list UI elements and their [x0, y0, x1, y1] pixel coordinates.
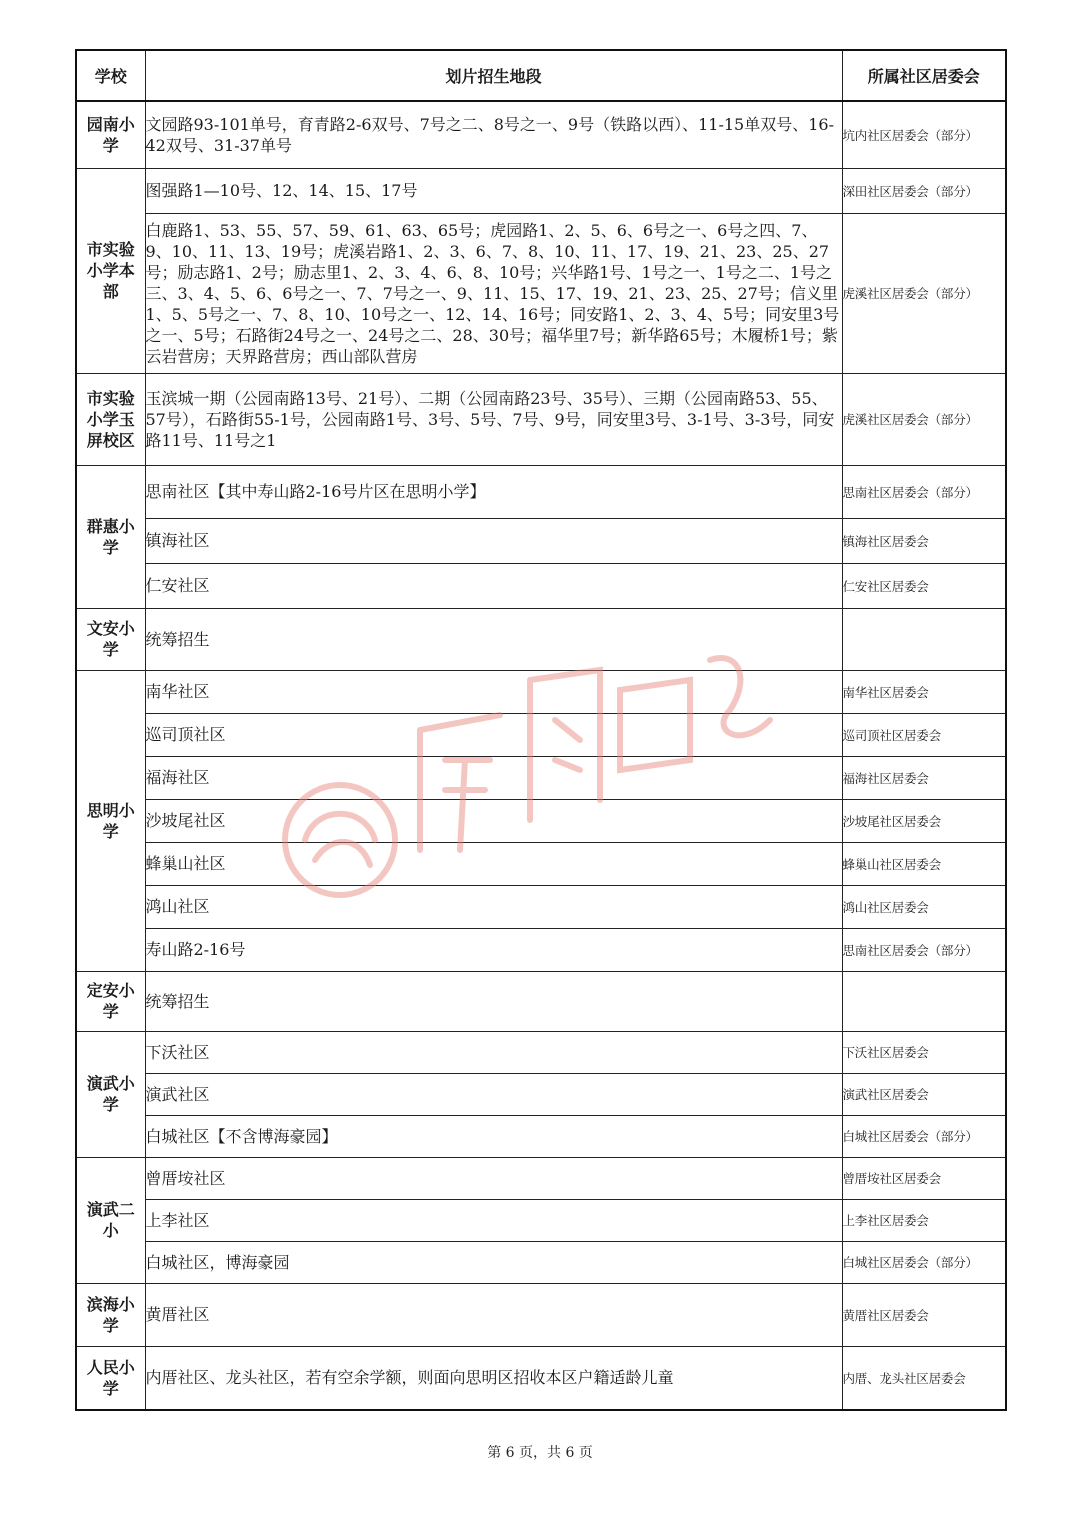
table-row: [76, 799, 1006, 842]
area-cell: 思南社区【其中寿山路2-16号片区在思明小学】: [145, 465, 842, 518]
area-cell: 下沃社区: [145, 1031, 842, 1073]
community-cell: 思南社区居委会（部分）: [842, 928, 1006, 971]
school-cell: 园南小学: [76, 101, 145, 168]
table-row: [76, 1241, 1006, 1283]
school-cell: 人民小学: [76, 1346, 145, 1410]
table-row: [76, 373, 1006, 465]
table-row: [76, 1031, 1006, 1073]
community-cell: 内厝、龙头社区居委会: [842, 1346, 1006, 1410]
table-row: [76, 713, 1006, 756]
community-cell: 白城社区居委会（部分）: [842, 1241, 1006, 1283]
area-cell: 上李社区: [145, 1199, 842, 1241]
school-cell: 群惠小学: [76, 465, 145, 608]
school-cell: 演武二小: [76, 1157, 145, 1283]
area-cell: 演武社区: [145, 1073, 842, 1115]
area-cell: 仁安社区: [145, 563, 842, 608]
header-area: 划片招生地段: [145, 50, 842, 101]
area-cell: 统筹招生: [145, 608, 842, 670]
area-cell: 鸿山社区: [145, 885, 842, 928]
community-cell: 坑内社区居委会（部分）: [842, 101, 1006, 168]
community-cell: 蜂巢山社区居委会: [842, 842, 1006, 885]
community-cell: 思南社区居委会（部分）: [842, 465, 1006, 518]
table-row: [76, 1346, 1006, 1410]
community-cell: 虎溪社区居委会（部分）: [842, 213, 1006, 373]
area-cell: 南华社区: [145, 670, 842, 713]
community-cell: [842, 971, 1006, 1031]
area-cell: 统筹招生: [145, 971, 842, 1031]
community-cell: 下沃社区居委会: [842, 1031, 1006, 1073]
community-cell: 白城社区居委会（部分）: [842, 1115, 1006, 1157]
table-row: [76, 213, 1006, 373]
area-cell: 镇海社区: [145, 518, 842, 563]
community-cell: [842, 608, 1006, 670]
area-cell: 黄厝社区: [145, 1283, 842, 1346]
table-row: [76, 885, 1006, 928]
header-community: 所属社区居委会: [842, 50, 1006, 101]
table-header-row: [76, 50, 1006, 101]
header-school: 学校: [76, 50, 145, 101]
school-cell: 文安小学: [76, 608, 145, 670]
area-cell: 白鹿路1、53、55、57、59、61、63、65号；虎园路1、2、5、6、6号之一、6号之四、7、9、10、11、13、19号；虎溪岩路1、2、3、6、7、8、10、11、17、19、21、23、25、27号；励志路1、2号；励志里1、2、3、4、6、8、10号；兴华路1号、1号之一、1号之二、1号之三、3、4、5、6、6号之一、7、7号之一、9、11、15、17、19、21、23、25、27号；信义里1、5、5号之一、7、8、10、10号之一、12、14、16号；同安路1、2、3、4、5号；同安里3号之一、5号；石路街24号之一、24号之二、28、30号；福华里7号；新华路65号；木履桥1号；紫云岩营房；天界路营房；西山部队营房: [145, 213, 842, 373]
area-cell: 玉滨城一期（公园南路13号、21号）、二期（公园南路23号、35号）、三期（公园南路53、55、57号），石路街55-1号，公园南路1号、3号、5号、7号、9号，同安里3号、3-1号、3-3号，同安路11号、11号之1: [145, 373, 842, 465]
table-row: [76, 842, 1006, 885]
table-row: [76, 518, 1006, 563]
area-cell: 巡司顶社区: [145, 713, 842, 756]
table-row: [76, 1115, 1006, 1157]
table-row: [76, 465, 1006, 518]
area-cell: 文园路93-101单号，育青路2-6双号、7号之二、8号之一、9号（铁路以西）、11-15单双号、16-42双号、31-37单号: [145, 101, 842, 168]
community-cell: 上李社区居委会: [842, 1199, 1006, 1241]
area-cell: 福海社区: [145, 756, 842, 799]
school-cell: 滨海小学: [76, 1283, 145, 1346]
enrollment-zone-table: [75, 49, 1007, 1411]
school-cell: 演武小学: [76, 1031, 145, 1157]
community-cell: 南华社区居委会: [842, 670, 1006, 713]
area-cell: 蜂巢山社区: [145, 842, 842, 885]
table-row: [76, 1199, 1006, 1241]
table-row: [76, 563, 1006, 608]
community-cell: 曾厝垵社区居委会: [842, 1157, 1006, 1199]
table-row: [76, 608, 1006, 670]
community-cell: 沙坡尾社区居委会: [842, 799, 1006, 842]
table-row: [76, 101, 1006, 168]
school-cell: 市实验小学玉屏校区: [76, 373, 145, 465]
area-cell: 图强路1—10号、12、14、15、17号: [145, 168, 842, 213]
community-cell: 巡司顶社区居委会: [842, 713, 1006, 756]
community-cell: 镇海社区居委会: [842, 518, 1006, 563]
page-footer: 第 6 页，共 6 页: [487, 1445, 593, 1461]
community-cell: 演武社区居委会: [842, 1073, 1006, 1115]
table-row: [76, 168, 1006, 213]
community-cell: 鸿山社区居委会: [842, 885, 1006, 928]
community-cell: 福海社区居委会: [842, 756, 1006, 799]
table-row: [76, 928, 1006, 971]
table-row: [76, 1073, 1006, 1115]
school-cell: 市实验小学本部: [76, 168, 145, 373]
table-row: [76, 1157, 1006, 1199]
area-cell: 白城社区，博海豪园: [145, 1241, 842, 1283]
community-cell: 仁安社区居委会: [842, 563, 1006, 608]
area-cell: 沙坡尾社区: [145, 799, 842, 842]
community-cell: 虎溪社区居委会（部分）: [842, 373, 1006, 465]
area-cell: 曾厝垵社区: [145, 1157, 842, 1199]
table-row: [76, 971, 1006, 1031]
school-cell: 思明小学: [76, 670, 145, 971]
community-cell: 黄厝社区居委会: [842, 1283, 1006, 1346]
community-cell: 深田社区居委会（部分）: [842, 168, 1006, 213]
school-cell: 定安小学: [76, 971, 145, 1031]
area-cell: 寿山路2-16号: [145, 928, 842, 971]
table-row: [76, 1283, 1006, 1346]
area-cell: 白城社区【不含博海豪园】: [145, 1115, 842, 1157]
table-row: [76, 756, 1006, 799]
area-cell: 内厝社区、龙头社区，若有空余学额，则面向思明区招收本区户籍适龄儿童: [145, 1346, 842, 1410]
table-row: [76, 670, 1006, 713]
